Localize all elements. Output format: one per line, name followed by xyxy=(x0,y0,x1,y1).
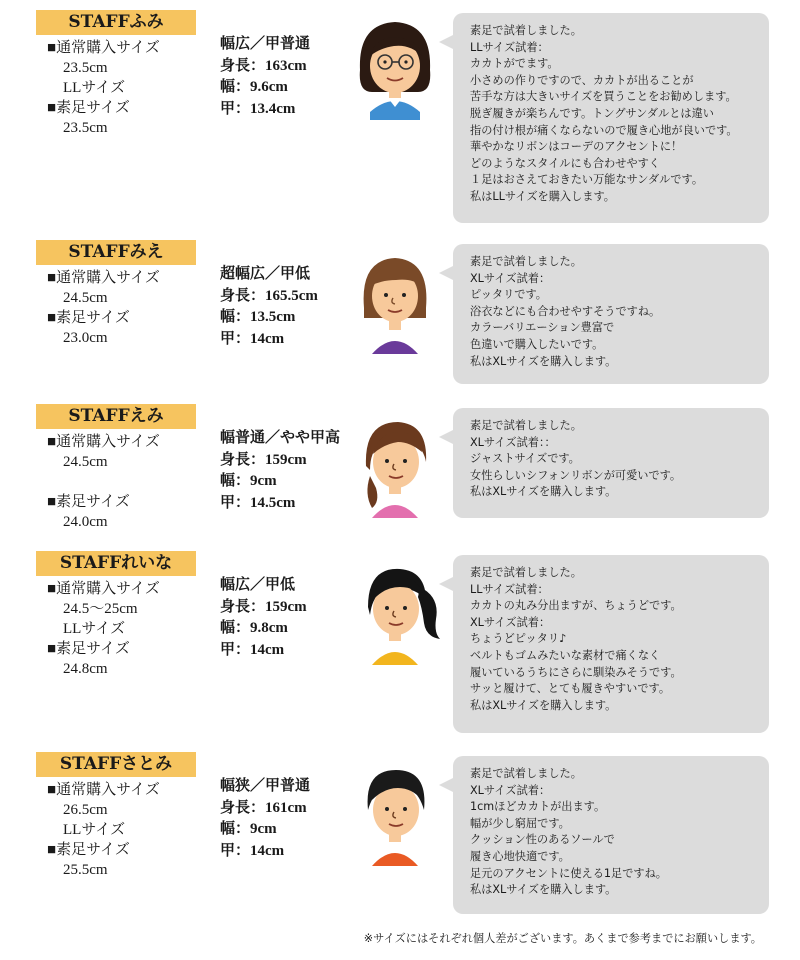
bare-size-value: 24.8cm xyxy=(63,661,108,677)
comment-line: カカトの丸み分出ますが、ちょうどです。 xyxy=(470,599,682,613)
comment-line: ジャストサイズです。 xyxy=(470,452,580,466)
comment-line: XLサイズ試着：： xyxy=(470,435,556,449)
comment-bubble xyxy=(453,555,769,733)
staff-name-tag: STAFFみえ xyxy=(36,240,196,265)
staff-name-tag: STAFFえみ xyxy=(36,404,196,429)
usual-size-value: LLサイズ xyxy=(63,822,126,838)
foot-type: 幅広／甲低 xyxy=(220,577,296,593)
comment-line: 脱ぎ履きが楽ちんです。トングサンダルとは違い xyxy=(470,106,714,120)
footnote: ※サイズにはそれぞれ個人差がございます。あくまで参考までにお願いします。 xyxy=(363,932,762,945)
bare-size-value: 23.5cm xyxy=(63,120,108,136)
bare-size-label: ■ 素足サイズ xyxy=(47,492,160,512)
avatar xyxy=(340,246,450,356)
woman-bob-icon xyxy=(340,246,450,356)
bare-size-label: ■ 素足サイズ xyxy=(47,308,160,328)
size-info xyxy=(47,432,160,532)
foot-type: 幅広／甲普通 xyxy=(220,36,311,52)
size-info xyxy=(47,579,160,679)
comment-line: LLサイズ試着： xyxy=(470,40,549,54)
comment-line: 履き心地快適です。 xyxy=(470,849,570,863)
size-info xyxy=(47,268,160,348)
size-info xyxy=(47,780,160,880)
foot-type: 幅普通／やや甲高 xyxy=(220,430,341,446)
comment-bubble xyxy=(453,408,769,518)
staff-name-tag: STAFFふみ xyxy=(36,10,196,35)
comment-line: 素足で試着しました。 xyxy=(470,419,582,432)
comment-line: ベルトもゴムみたいな素材で痛くなく xyxy=(470,648,661,662)
height: 身長：161cm xyxy=(220,799,307,816)
measurements xyxy=(220,264,318,350)
usual-size-label: ■ 通常購入サイズ xyxy=(47,579,160,599)
comment-line: クッション性のあるソールで xyxy=(470,833,615,847)
avatar xyxy=(340,12,450,122)
comment-line: 小さめの作りですので、カカトが出ることが xyxy=(470,73,694,87)
comment-line: 私はXLサイズを購入します。 xyxy=(470,485,617,499)
comment-line: サッと履けて、とても履きやすいです。 xyxy=(470,682,671,696)
foot-width: 幅：13.5cm xyxy=(220,309,296,325)
bare-size-value: 25.5cm xyxy=(63,862,108,878)
size-info xyxy=(47,38,160,138)
woman-ponytail-icon xyxy=(340,557,450,667)
foot-width: 幅：9.8cm xyxy=(220,620,288,636)
usual-size-value: 26.5cm xyxy=(63,802,108,818)
bare-size-value: 24.0cm xyxy=(63,514,108,530)
height: 身長：159cm xyxy=(220,598,307,615)
measurements xyxy=(220,34,310,120)
staff-name-tag: STAFFれいな xyxy=(36,551,196,576)
usual-size-label: ■ 通常購入サイズ xyxy=(47,432,160,452)
instep: 甲：13.4cm xyxy=(220,100,296,117)
comment-line: 素足で試着しました。 xyxy=(470,255,582,268)
usual-size-value: 24.5cm xyxy=(63,454,108,470)
comment-line: XLサイズ試着： xyxy=(470,615,551,629)
comment-line: 幅が少し窮屈です。 xyxy=(470,816,570,830)
comment-line: 素足で試着しました。 xyxy=(470,767,582,780)
comment-line: 色違いで購入したいです。 xyxy=(470,337,604,351)
usual-size-value: LLサイズ xyxy=(63,80,126,96)
comment-bubble xyxy=(453,756,769,914)
comment-line: 私はXLサイズを購入します。 xyxy=(470,883,617,897)
comment-line: 私はXLサイズを購入します。 xyxy=(470,698,617,712)
comment-line: １足はおさえておきたい万能なサンダルです。 xyxy=(470,173,704,187)
comment-line: 苦手な方は大きいサイズを買うことをお勧めします。 xyxy=(470,90,737,104)
instep: 甲：14cm xyxy=(220,842,285,859)
bare-size-label: ■ 素足サイズ xyxy=(47,639,160,659)
comment-line: 素足で試着しました。 xyxy=(470,566,582,579)
comment-line: 浴衣などにも合わせやすそうですね。 xyxy=(470,304,661,318)
usual-size-value: 24.5cm xyxy=(63,290,108,306)
comment-line: ピッタリです。 xyxy=(470,288,547,302)
comment-line: ちょうどピッタリ♪ xyxy=(470,632,567,646)
spacer xyxy=(47,472,160,492)
measurements xyxy=(220,575,307,661)
comment-line: 私はXLサイズを購入します。 xyxy=(470,354,617,368)
height: 身長：159cm xyxy=(220,451,307,468)
height: 身長：165.5cm xyxy=(220,287,318,304)
height: 身長：163cm xyxy=(220,57,307,74)
foot-width: 幅：9cm xyxy=(220,821,277,837)
comment-line: 指の付け根が痛くならないので履き心地が良いです。 xyxy=(470,123,738,137)
staff-name-tag: STAFFさとみ xyxy=(36,752,196,777)
bare-size-value: 23.0cm xyxy=(63,330,108,346)
comment-bubble xyxy=(453,13,769,223)
comment-line: 私はLLサイズを購入します。 xyxy=(470,189,615,203)
measurements xyxy=(220,428,340,514)
foot-type: 幅狭／甲普通 xyxy=(220,778,311,794)
comment-line: 1cmほどカカトが出ます。 xyxy=(470,800,606,814)
comment-line: 華やかなリボンはコーデのアクセントに！ xyxy=(470,140,683,154)
usual-size-label: ■ 通常購入サイズ xyxy=(47,780,160,800)
woman-side-ponytail-icon xyxy=(340,410,450,520)
measurements xyxy=(220,776,310,862)
woman-short-hair-icon xyxy=(340,758,450,868)
comment-line: 足元のアクセントに使える1足ですね。 xyxy=(470,866,667,880)
usual-size-value: 23.5cm xyxy=(63,60,108,76)
instep: 甲：14cm xyxy=(220,641,285,658)
foot-width: 幅：9cm xyxy=(220,473,277,489)
usual-size-label: ■ 通常購入サイズ xyxy=(47,268,160,288)
comment-bubble xyxy=(453,244,769,384)
comment-line: 素足で試着しました。 xyxy=(470,24,582,37)
usual-size-value: 24.5～25cm xyxy=(63,601,138,617)
usual-size-label: ■ 通常購入サイズ xyxy=(47,38,160,58)
comment-line: 女性らしいシフォンリボンが可愛いです。 xyxy=(470,468,682,482)
foot-width: 幅：9.6cm xyxy=(220,79,288,95)
comment-line: カカトがでます。 xyxy=(470,57,559,71)
avatar xyxy=(340,410,450,520)
comment-line: 履いているうちにさらに馴染みそうです。 xyxy=(470,665,682,679)
comment-line: XLサイズ試着： xyxy=(470,783,551,797)
comment-line: どのようなスタイルにも合わせやすく xyxy=(470,156,660,170)
comment-line: LLサイズ試着： xyxy=(470,582,549,596)
woman-glasses-icon xyxy=(340,12,450,122)
comment-line: カラーバリエーション豊富で xyxy=(470,321,615,335)
instep: 甲：14cm xyxy=(220,330,285,347)
avatar xyxy=(340,758,450,868)
bare-size-label: ■ 素足サイズ xyxy=(47,840,160,860)
bare-size-label: ■ 素足サイズ xyxy=(47,98,160,118)
usual-size-value: LLサイズ xyxy=(63,621,126,637)
avatar xyxy=(340,557,450,667)
comment-line: XLサイズ試着： xyxy=(470,271,551,285)
instep: 甲：14.5cm xyxy=(220,494,296,511)
foot-type: 超幅広／甲低 xyxy=(220,266,311,282)
